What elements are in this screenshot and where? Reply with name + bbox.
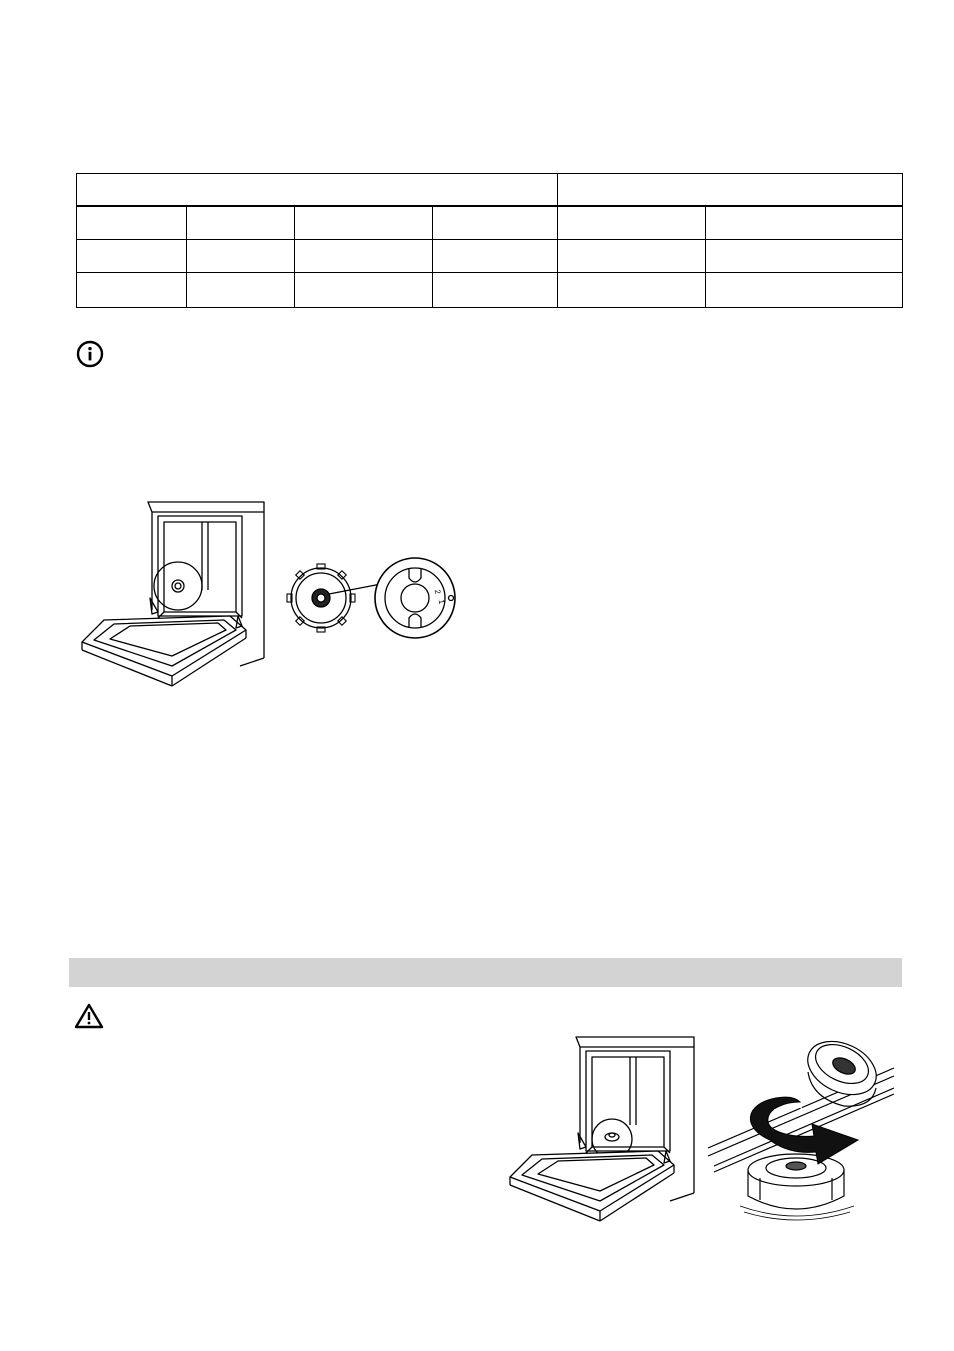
table-cell	[433, 273, 558, 308]
table-cell	[77, 240, 187, 273]
selector-mark-1: 1	[436, 598, 447, 605]
table-cell	[433, 240, 558, 273]
table-header-cell	[558, 174, 903, 207]
table-cell	[187, 273, 295, 308]
table-cell	[558, 206, 706, 240]
section-title	[69, 964, 77, 980]
table-cell	[295, 273, 433, 308]
section-heading-bar	[69, 958, 902, 987]
table-row	[77, 273, 903, 308]
table-header-row	[77, 174, 903, 207]
settings-table	[76, 173, 903, 308]
table-cell	[706, 273, 903, 308]
cap-rotation-illustration	[704, 1028, 904, 1224]
dishwasher-open-door-illustration	[80, 498, 270, 690]
table-cell	[433, 206, 558, 240]
warning-icon	[74, 1003, 104, 1029]
info-icon	[76, 340, 104, 368]
table-cell	[295, 206, 433, 240]
table-cell	[187, 240, 295, 273]
table-cell	[558, 273, 706, 308]
selector-mark-2: 2	[432, 588, 443, 595]
dishwasher-open-door-illustration	[508, 1033, 698, 1223]
table-cell	[77, 273, 187, 308]
table-cell	[706, 240, 903, 273]
table-cell	[558, 240, 706, 273]
table-row	[77, 240, 903, 273]
table-cell	[706, 206, 903, 240]
table-cell	[295, 240, 433, 273]
table-cell	[77, 206, 187, 240]
table-cell	[187, 206, 295, 240]
table-header-cell	[77, 174, 558, 207]
table-row	[77, 206, 903, 240]
selector-detail-illustration	[285, 548, 465, 648]
